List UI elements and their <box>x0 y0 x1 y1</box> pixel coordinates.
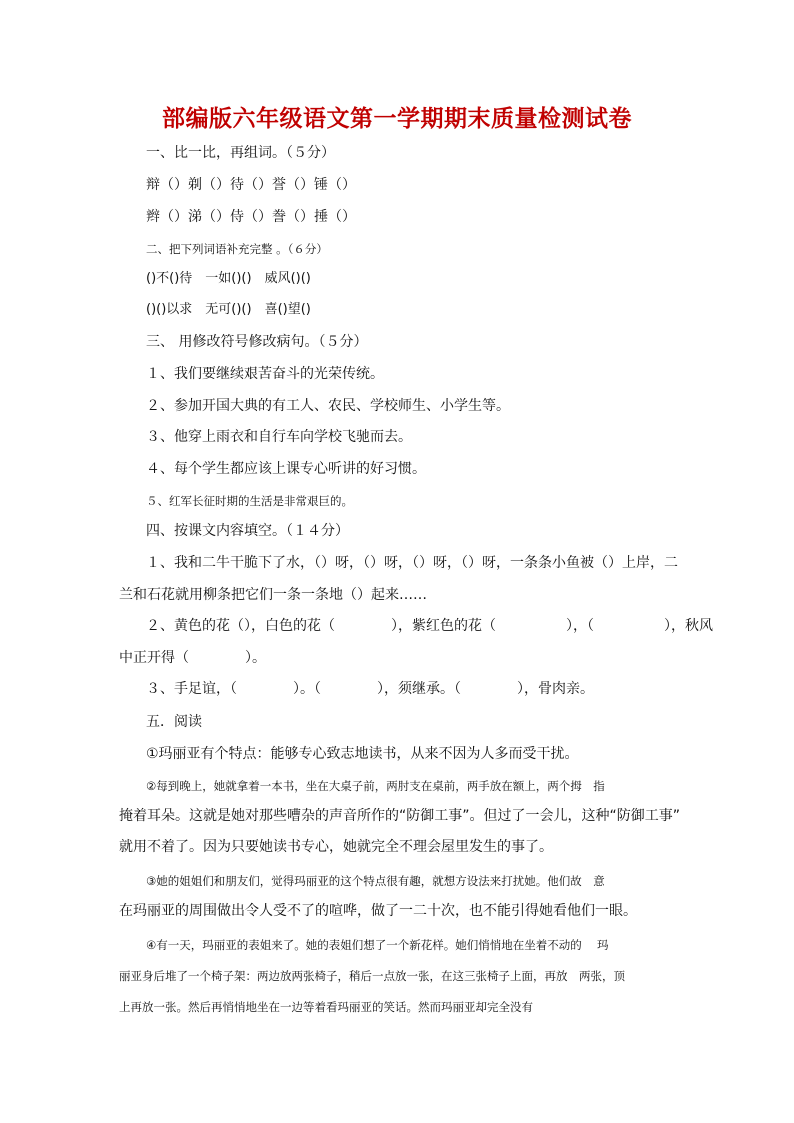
section1-row1: 辩（）剃（）待（）誉（）锤（） <box>146 177 356 193</box>
section4-q2-line2: 中正开得（ ）。 <box>119 650 266 666</box>
section3-heading: 三、 用修改符号修改病句。（５分） <box>146 334 368 350</box>
section4-q1-line2: 兰和石花就用柳条把它们一条一条地（）起来…… <box>119 587 427 603</box>
reading-paragraph-2-line1: ②每到晚上，她就拿着一本书，坐在大桌子前，两肘支在桌前，两手放在额上，两个拇 指 <box>146 779 605 793</box>
reading-paragraph-2-line3: 就用不着了。因为只要她读书专心，她就完全不理会屋里发生的事了。 <box>119 839 553 855</box>
section3-item: ２、参加开国大典的有工人、农民、学校师生、小学生等。 <box>146 398 510 414</box>
section4-heading: 四、按课文内容填空。（１４分） <box>146 523 349 539</box>
section2-row2: ()()以求 无可()() 喜()望() <box>146 302 311 317</box>
exam-title: 部编版六年级语文第一学期期末质量检测试卷 <box>162 105 632 132</box>
section3-item: ３、他穿上雨衣和自行车向学校飞驰而去。 <box>146 429 412 445</box>
section2-row1: ()不()待 一如()() 威风()() <box>146 271 311 286</box>
section3-item: １、我们要继续艰苦奋斗的光荣传统。 <box>146 366 384 382</box>
section3-item: ４、每个学生都应该上课专心听讲的好习惯。 <box>146 461 426 477</box>
section4-q1-line1: １、我和二牛干脆下了水，（）呀，（）呀，（）呀，（）呀，一条条小鱼被（）上岸，二 <box>146 555 678 571</box>
reading-paragraph-4-line3: 上再放一张。然后再悄悄地坐在一边等着看玛丽亚的笑话。然而玛丽亚却完全没有 <box>119 1000 533 1014</box>
section1-row2: 辫（）涕（）侍（）誊（）捶（） <box>146 209 356 225</box>
section5-heading: 五．阅读 <box>146 714 202 730</box>
section2-heading: 二、把下列词语补充完整 。（６分） <box>146 242 328 256</box>
section4-q2-line1: ２、黄色的花（），白色的花（ ），紫红色的花（ ），（ ），秋风 <box>146 618 713 634</box>
section1-heading: 一、比一比，再组词。（５分） <box>146 145 335 161</box>
reading-paragraph-2-line2: 掩着耳朵。这就是她对那些嘈杂的声音所作的“防御工事”。但过了一会儿，这种“防御工事” <box>119 808 681 824</box>
reading-paragraph-3-line2: 在玛丽亚的周围做出令人受不了的喧哗，做了一二十次，也不能引得她看他们一眼。 <box>119 903 637 919</box>
section4-q3-line1: ３、手足谊，（ ）。（ ），须继承。（ ），骨肉亲。 <box>146 681 594 697</box>
reading-paragraph-4-line1: ④有一天，玛丽亚的表姐来了。她的表姐们想了一个新花样。她们悄悄地在坐着不动的 玛 <box>146 938 609 952</box>
reading-paragraph-3-line1: ③她的姐姐们和朋友们，觉得玛丽亚的这个特点很有趣，就想方设法来打扰她。他们故 意 <box>146 874 605 888</box>
reading-paragraph-1: ①玛丽亚有个特点：能够专心致志地读书，从来不因为人多而受干扰。 <box>146 746 579 762</box>
reading-paragraph-4-line2: 丽亚身后堆了一个椅子架：两边放两张椅子，稍后一点放一张，在这三张椅子上面，再放 两张，顶 <box>119 969 625 983</box>
section3-item: ５、红军长征时期的生活是非常艰巨的。 <box>146 494 353 508</box>
